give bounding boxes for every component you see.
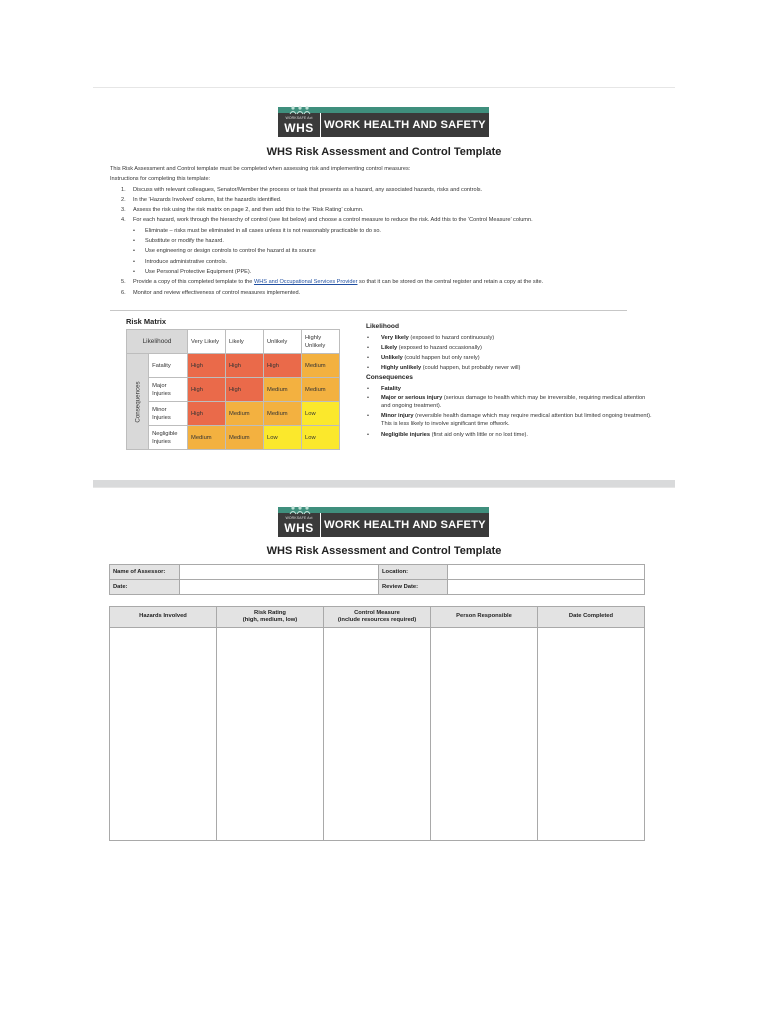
instructions-heading: Instructions for completing this template: xyxy=(110,176,211,183)
column-header-hazards: Hazards Involved xyxy=(110,607,217,628)
control-measure-cell[interactable] xyxy=(324,628,431,841)
rating-cell: Medium xyxy=(264,378,302,402)
rating-cell: High xyxy=(264,354,302,378)
hierarchy-item: • Substitute or modify the hazard. xyxy=(133,238,224,245)
rating-cell: High xyxy=(188,402,226,426)
date-label: Date: xyxy=(110,580,180,595)
row-header: Negligible Injuries xyxy=(149,426,188,450)
document-page-2 xyxy=(93,487,675,908)
likelihood-heading: Likelihood xyxy=(366,323,399,330)
rating-cell: Medium xyxy=(226,402,264,426)
location-label: Location: xyxy=(379,565,448,580)
rating-cell: Medium xyxy=(188,426,226,450)
column-header: Highly Unlikely xyxy=(302,330,340,354)
rating-cell: High xyxy=(188,354,226,378)
hazards-cell[interactable] xyxy=(110,628,217,841)
logo-big-text: WHS xyxy=(284,521,314,535)
assessor-label: Name of Assessor: xyxy=(110,565,180,580)
rating-cell: Medium xyxy=(302,378,340,402)
step-item: 2. In the ‘Hazards Involved’ column, list the hazard/s identified. xyxy=(121,196,282,203)
logo-small-text: WORKSAFE Act xyxy=(285,116,313,120)
hierarchy-item: • Use Personal Protective Equipment (PPE). xyxy=(133,268,252,275)
intro-line: This Risk Assessment and Control template must be completed when assessing risk and implementing control measures: xyxy=(110,166,411,172)
likelihood-item: • Highly unlikely (could happen, but probably never will) xyxy=(367,365,521,371)
rating-cell: High xyxy=(188,378,226,402)
likelihood-item: • Unlikely (could happen but only rarely) xyxy=(367,355,480,361)
column-header: Likely xyxy=(226,330,264,354)
whs-logo xyxy=(278,513,320,537)
column-header: Very Likely xyxy=(188,330,226,354)
assessment-meta-table xyxy=(109,564,645,595)
step-item: 6. Monitor and review effectiveness of control measures implemented. xyxy=(121,289,301,296)
likelihood-item: • Likely (exposed to hazard occasionally) xyxy=(367,345,482,351)
whs-banner xyxy=(278,507,489,537)
whs-logo xyxy=(278,113,320,137)
consequences-heading: Consequences xyxy=(366,374,413,381)
rating-cell: Low xyxy=(264,426,302,450)
column-header-control-measure: Control Measure (include resources required) xyxy=(324,607,431,628)
location-field[interactable] xyxy=(448,565,645,580)
date-field[interactable] xyxy=(180,580,379,595)
page-title: WHS Risk Assessment and Control Template xyxy=(266,545,502,557)
hierarchy-item: • Eliminate – risks must be eliminated in all cases unless it is not reasonably practicable to do so. xyxy=(133,227,381,234)
rating-cell: High xyxy=(226,378,264,402)
row-header: Minor Injuries xyxy=(149,402,188,426)
review-date-label: Review Date: xyxy=(379,580,448,595)
page-title: WHS Risk Assessment and Control Template xyxy=(266,146,502,158)
column-header-risk-rating: Risk Rating (high, medium, low) xyxy=(217,607,324,628)
consequence-item: • Minor injury (reversible health damage which may require medical attention but limited ongoing treatment). This is less likely to involve significant time offwork. xyxy=(367,413,652,427)
review-date-field[interactable] xyxy=(448,580,645,595)
likelihood-item: • Very likely (exposed to hazard continuously) xyxy=(367,335,495,341)
hierarchy-item: • Introduce administrative controls. xyxy=(133,258,228,265)
row-header: Fatality xyxy=(149,354,188,378)
consequence-item: • Fatality xyxy=(367,386,401,392)
rating-cell: High xyxy=(226,354,264,378)
hazard-table xyxy=(109,606,645,841)
people-icon xyxy=(289,506,311,515)
row-header: Major Injuries xyxy=(149,378,188,402)
step-item: 1. Discuss with relevant colleagues, Senator/Member the process or task that presents as a hazard, any associated hazards, risks and controls. xyxy=(121,186,483,193)
consequences-header: Consequences xyxy=(127,354,149,450)
step-item: 4. For each hazard, work through the hierarchy of control (see list below) and choose a control measure to reduce the risk. Add this to the ‘Control Measure’ column. xyxy=(121,217,533,224)
consequence-item: • Negligible injuries (first aid only with little or no lost time). xyxy=(367,432,528,438)
risk-rating-cell[interactable] xyxy=(217,628,324,841)
likelihood-consequences-legend xyxy=(366,322,656,440)
rating-cell: Medium xyxy=(264,402,302,426)
assessor-field[interactable] xyxy=(180,565,379,580)
whs-banner xyxy=(278,107,489,137)
hierarchy-item: • Use engineering or design controls to control the hazard at its source xyxy=(133,248,316,255)
logo-small-text: WORKSAFE Act xyxy=(285,516,313,520)
risk-matrix-title: Risk Matrix xyxy=(126,317,167,326)
date-completed-cell[interactable] xyxy=(538,628,645,841)
risk-matrix-table xyxy=(126,329,340,450)
whs-provider-link[interactable]: WHS and Occupational Services Provider xyxy=(253,279,358,286)
column-header: Unlikely xyxy=(264,330,302,354)
divider xyxy=(110,310,627,311)
instructions-block xyxy=(110,164,543,298)
banner-title: WORK HEALTH AND SAFETY xyxy=(321,513,489,537)
step-item: 5. Provide a copy of this completed template to the WHS and Occupational Services Provider so that it can be stored on the central register and retain a copy at the site. xyxy=(121,279,544,286)
consequence-item: • Major or serious injury (serious damage to health which may be irreversible, requiring medical attention and ongoing treatment). xyxy=(367,395,646,409)
rating-cell: Medium xyxy=(302,354,340,378)
document-page-1 xyxy=(93,87,675,481)
banner-title: WORK HEALTH AND SAFETY xyxy=(321,113,489,137)
rating-cell: Low xyxy=(302,426,340,450)
person-responsible-cell[interactable] xyxy=(431,628,538,841)
rating-cell: Medium xyxy=(226,426,264,450)
likelihood-header: Likelihood xyxy=(127,330,188,354)
rating-cell: Low xyxy=(302,402,340,426)
page-separator xyxy=(93,480,675,487)
column-header-date-completed: Date Completed xyxy=(538,607,645,628)
logo-big-text: WHS xyxy=(284,121,314,135)
people-icon xyxy=(289,106,311,115)
step-item: 3. Assess the risk using the risk matrix on page 2, and then add this to the ‘Risk Rating’ column. xyxy=(121,207,364,214)
column-header-person-responsible: Person Responsible xyxy=(431,607,538,628)
